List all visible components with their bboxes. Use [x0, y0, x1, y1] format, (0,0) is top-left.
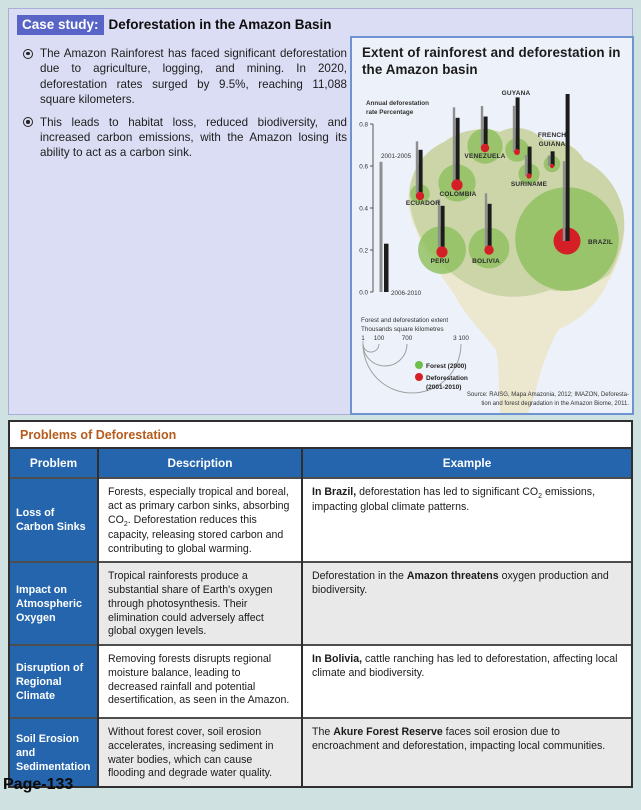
bullet-text: This leads to habitat loss, reduced biodiversity, and increased carbon emissions, with the Amazon losing its ability to act as a carbon sink. — [40, 115, 347, 160]
description-cell: Without forest cover, soil erosion accelerates, increasing sediment in water bodies, which can cause flooding and degrade water quality. — [98, 718, 302, 786]
case-study-label: Case study: — [17, 15, 104, 35]
example-cell: Deforestation in the Amazon threatens oxygen production and biodiversity. — [302, 562, 631, 645]
problem-cell: Disruption of Regional Climate — [10, 645, 98, 718]
table-row — [10, 718, 631, 786]
rate-bar-2006-2010-french guiana — [551, 151, 555, 166]
rate-bar-2006-2010-suriname — [528, 147, 532, 176]
table-row — [10, 478, 631, 562]
problem-cell: Soil Erosion and Sedimentation — [10, 718, 98, 786]
case-study-bullet — [23, 46, 347, 108]
bullet-icon — [23, 49, 33, 59]
scale-arc — [363, 344, 379, 352]
deforestation-circle-guyana — [514, 149, 520, 155]
case-study-bullet — [23, 115, 347, 161]
example-cell: In Brazil, deforestation has led to significant $CO_2$ emissions, impacting global climate patterns. — [302, 478, 631, 562]
scale-unit: Thousands square kilometres — [361, 326, 444, 333]
rate-bar-2006-2010-venezuela — [484, 117, 488, 149]
column-header-description: Description — [98, 448, 302, 478]
rate-bar-2001-2005-suriname — [525, 155, 527, 176]
axis-tick-label: 0.4 — [359, 205, 368, 213]
rate-bar-2001-2005-brazil — [563, 161, 565, 241]
page-title — [9, 9, 632, 34]
country-label-bolivia: BOLIVIA — [472, 258, 500, 265]
country-label-guyana: GUYANA — [501, 90, 531, 97]
page-number: Page-133 — [3, 776, 74, 793]
scale-caption: Forest and deforestation extent — [361, 317, 449, 324]
rate-bar-2001-2005-ecuador — [416, 141, 418, 196]
case-study-panel — [8, 8, 633, 415]
ref-bar-2006-2010 — [384, 244, 389, 292]
scale-tick-label: 100 — [373, 335, 385, 342]
country-label-french guiana: FRENCH GUIANA — [537, 132, 567, 148]
forest-legend-dot — [415, 361, 423, 369]
source-line: Source: RAISG, Mapa Amazonia, 2012; IMAZON, Deforesta- — [466, 392, 629, 398]
rate-bar-2006-2010-peru — [441, 206, 445, 252]
rate-bar-2006-2010-bolivia — [488, 204, 492, 250]
bullet-icon — [23, 117, 33, 127]
deforestation-legend-dot — [415, 373, 423, 381]
table-header-row — [10, 448, 631, 478]
table-row — [10, 645, 631, 718]
deforestation-circle-peru — [436, 246, 447, 257]
axis-tick-label: 0.8 — [359, 121, 368, 129]
example-cell: The Akure Forest Reserve faces soil erosion due to encroachment and deforestation, impacting local communities. — [302, 718, 631, 786]
column-header-problem: Problem — [10, 448, 98, 478]
rate-bar-2001-2005-french guiana — [548, 156, 550, 167]
deforestation-legend-label2: (2001-2010) — [426, 384, 462, 391]
problems-table-section — [8, 420, 633, 788]
scale-arc — [363, 344, 407, 366]
example-cell: In Bolivia, cattle ranching has led to deforestation, affecting local climate and biodiversity. — [302, 645, 631, 718]
axis-tick-label: 0.2 — [359, 247, 368, 255]
case-study-title: Deforestation in the Amazon Basin — [108, 17, 332, 32]
deforestation-legend-label: Deforestation — [426, 375, 468, 382]
rate-bar-2001-2005-colombia — [453, 107, 455, 185]
forest-legend-label: Forest (2000) — [426, 363, 467, 370]
map-figure — [350, 36, 634, 415]
country-label-peru: PERU — [430, 258, 450, 265]
deforestation-circle-bolivia — [484, 245, 493, 254]
rate-bar-2001-2005-venezuela — [481, 106, 483, 148]
country-label-brazil: BRAZIL — [588, 239, 614, 246]
deforestation-circle-french guiana — [550, 164, 554, 168]
country-label-colombia: COLOMBIA — [439, 191, 477, 198]
rate-bar-2001-2005-guyana — [513, 106, 515, 152]
deforestation-circle-suriname — [526, 173, 531, 178]
country-label-venezuela: VENEZUELA — [464, 153, 506, 160]
problem-cell: Impact on Atmospheric Oxygen — [10, 562, 98, 645]
axis-tick-label: 0.0 — [359, 289, 368, 297]
deforestation-circle-venezuela — [481, 144, 489, 152]
column-header-example: Example — [302, 448, 631, 478]
amazon-map-svg — [352, 38, 632, 413]
description-cell: Forests, especially tropical and boreal, act as primary carbon sinks, absorbing $CO_2$. Deforestation reduces this capacity, releasing stored carbon and contributing to global warming. — [98, 478, 302, 562]
rate-bar-2001-2005-peru — [438, 200, 440, 253]
scale-tick-label: 1 — [361, 335, 365, 342]
ref-bar-label-2006-2010: 2006-2010 — [391, 290, 422, 297]
problem-cell: Loss of Carbon Sinks — [10, 478, 98, 562]
country-label-suriname: SURINAME — [510, 181, 548, 188]
ref-bar-2001-2005 — [380, 162, 383, 292]
map-figure-title: Extent of rainforest and deforestation in the Amazon basin — [362, 45, 621, 77]
rate-bar-2006-2010-brazil — [566, 94, 570, 241]
description-cell: Removing forests disrupts regional moisture balance, leading to decreased rainfall and potential desertification, as seen in the Amazon. — [98, 645, 302, 718]
deforestation-circle-colombia — [451, 179, 462, 190]
bullet-list — [23, 46, 347, 168]
rate-bar-2006-2010-guyana — [516, 97, 520, 152]
scale-tick-label: 700 — [401, 335, 413, 342]
table-row — [10, 562, 631, 645]
source-line: tion and forest degradation in the Amazon Biome, 2011. — [481, 401, 629, 407]
ref-bar-label-2001-2005: 2001-2005 — [381, 152, 412, 160]
scale-tick-label: 3 100 — [453, 335, 469, 342]
axis-tick-label: 0.6 — [359, 163, 368, 171]
deforestation-circle-ecuador — [416, 192, 424, 200]
rate-bar-2006-2010-colombia — [456, 118, 460, 185]
table-title: Problems of Deforestation — [20, 428, 177, 442]
axis-caption: Annual deforestation rate Percentage — [366, 100, 429, 116]
rate-bar-2006-2010-ecuador — [419, 150, 423, 196]
country-label-ecuador: ECUADOR — [405, 200, 441, 207]
description-cell: Tropical rainforests produce a substantial share of Earth's oxygen through photosynthesis. Their elimination could adversely affect global oxygen levels. — [98, 562, 302, 645]
rate-bar-2001-2005-bolivia — [485, 193, 487, 250]
bullet-text: The Amazon Rainforest has faced significant deforestation due to agriculture, logging, and mining. In 2020, deforestation rates surged by 9.5%, reaching 11,088 square kilometers. — [40, 47, 347, 107]
problems-table — [10, 447, 631, 786]
